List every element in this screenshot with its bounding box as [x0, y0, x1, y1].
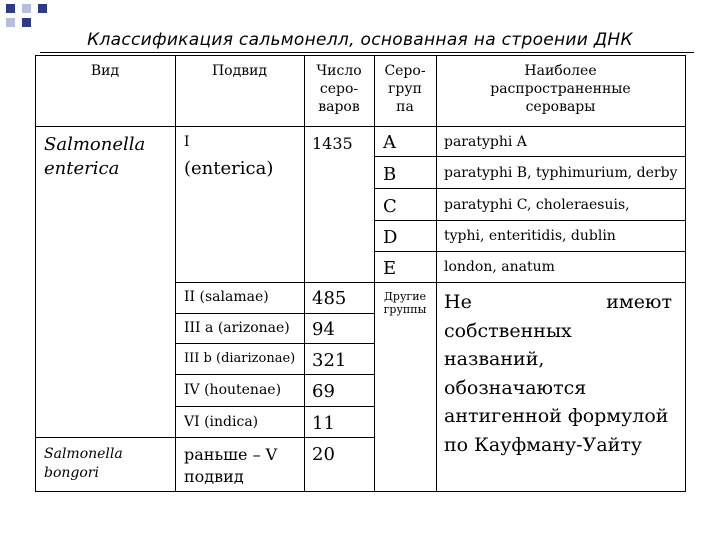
- count-4: 321: [312, 350, 347, 371]
- subspecies-2: II (salamae): [184, 289, 269, 305]
- header-serogroup: Серо- груп па: [384, 63, 426, 115]
- subspecies-5: IV (houtenae): [184, 382, 282, 398]
- subspecies-7: раньше – V подвид: [184, 445, 278, 486]
- subspecies-3: III a (arizonae): [184, 320, 290, 336]
- count-3: 94: [312, 319, 335, 340]
- page-title: Классификация сальмонелл, основанная на строении ДНК: [87, 30, 633, 50]
- subspecies-1-number: I: [184, 134, 190, 150]
- serovars-e: london, anatum: [444, 259, 555, 275]
- count-7: 20: [312, 444, 335, 465]
- group-other: Другие группы: [383, 290, 427, 316]
- serovars-d: typhi, enteritidis, dublin: [444, 228, 616, 244]
- subspecies-4: III b (diarizonae): [184, 351, 296, 366]
- group-a: A: [383, 132, 396, 153]
- count-2: 485: [312, 288, 347, 309]
- serovars-c: paratyphi C, choleraesuis,: [444, 197, 630, 213]
- header-serovar-count: Число серо- варов: [316, 63, 362, 115]
- subspecies-1-name: (enterica): [184, 158, 274, 179]
- group-e: E: [383, 258, 397, 279]
- serovars-b: paratyphi B, typhimurium, derby: [444, 165, 678, 181]
- header-common-serovars: Наиболее распространенные серовары: [490, 63, 631, 115]
- title-underline: [40, 52, 694, 53]
- group-c: C: [383, 196, 397, 217]
- count-5: 69: [312, 381, 335, 402]
- species-enterica: Salmonella enterica: [44, 134, 146, 179]
- count-1: 1435: [312, 134, 353, 153]
- group-b: B: [383, 164, 397, 185]
- serovars-a: paratyphi A: [444, 134, 527, 150]
- subspecies-6: VI (indica): [184, 414, 259, 430]
- header-subspecies: Подвид: [211, 63, 268, 79]
- group-d: D: [383, 227, 398, 248]
- header-species: Вид: [90, 63, 120, 79]
- species-bongori: Salmonella bongori: [44, 446, 123, 481]
- serovars-note: Не имеют собственных названий, обозначаются антигенной формулой по Кауфману-Уайту: [444, 291, 672, 456]
- count-6: 11: [312, 413, 335, 434]
